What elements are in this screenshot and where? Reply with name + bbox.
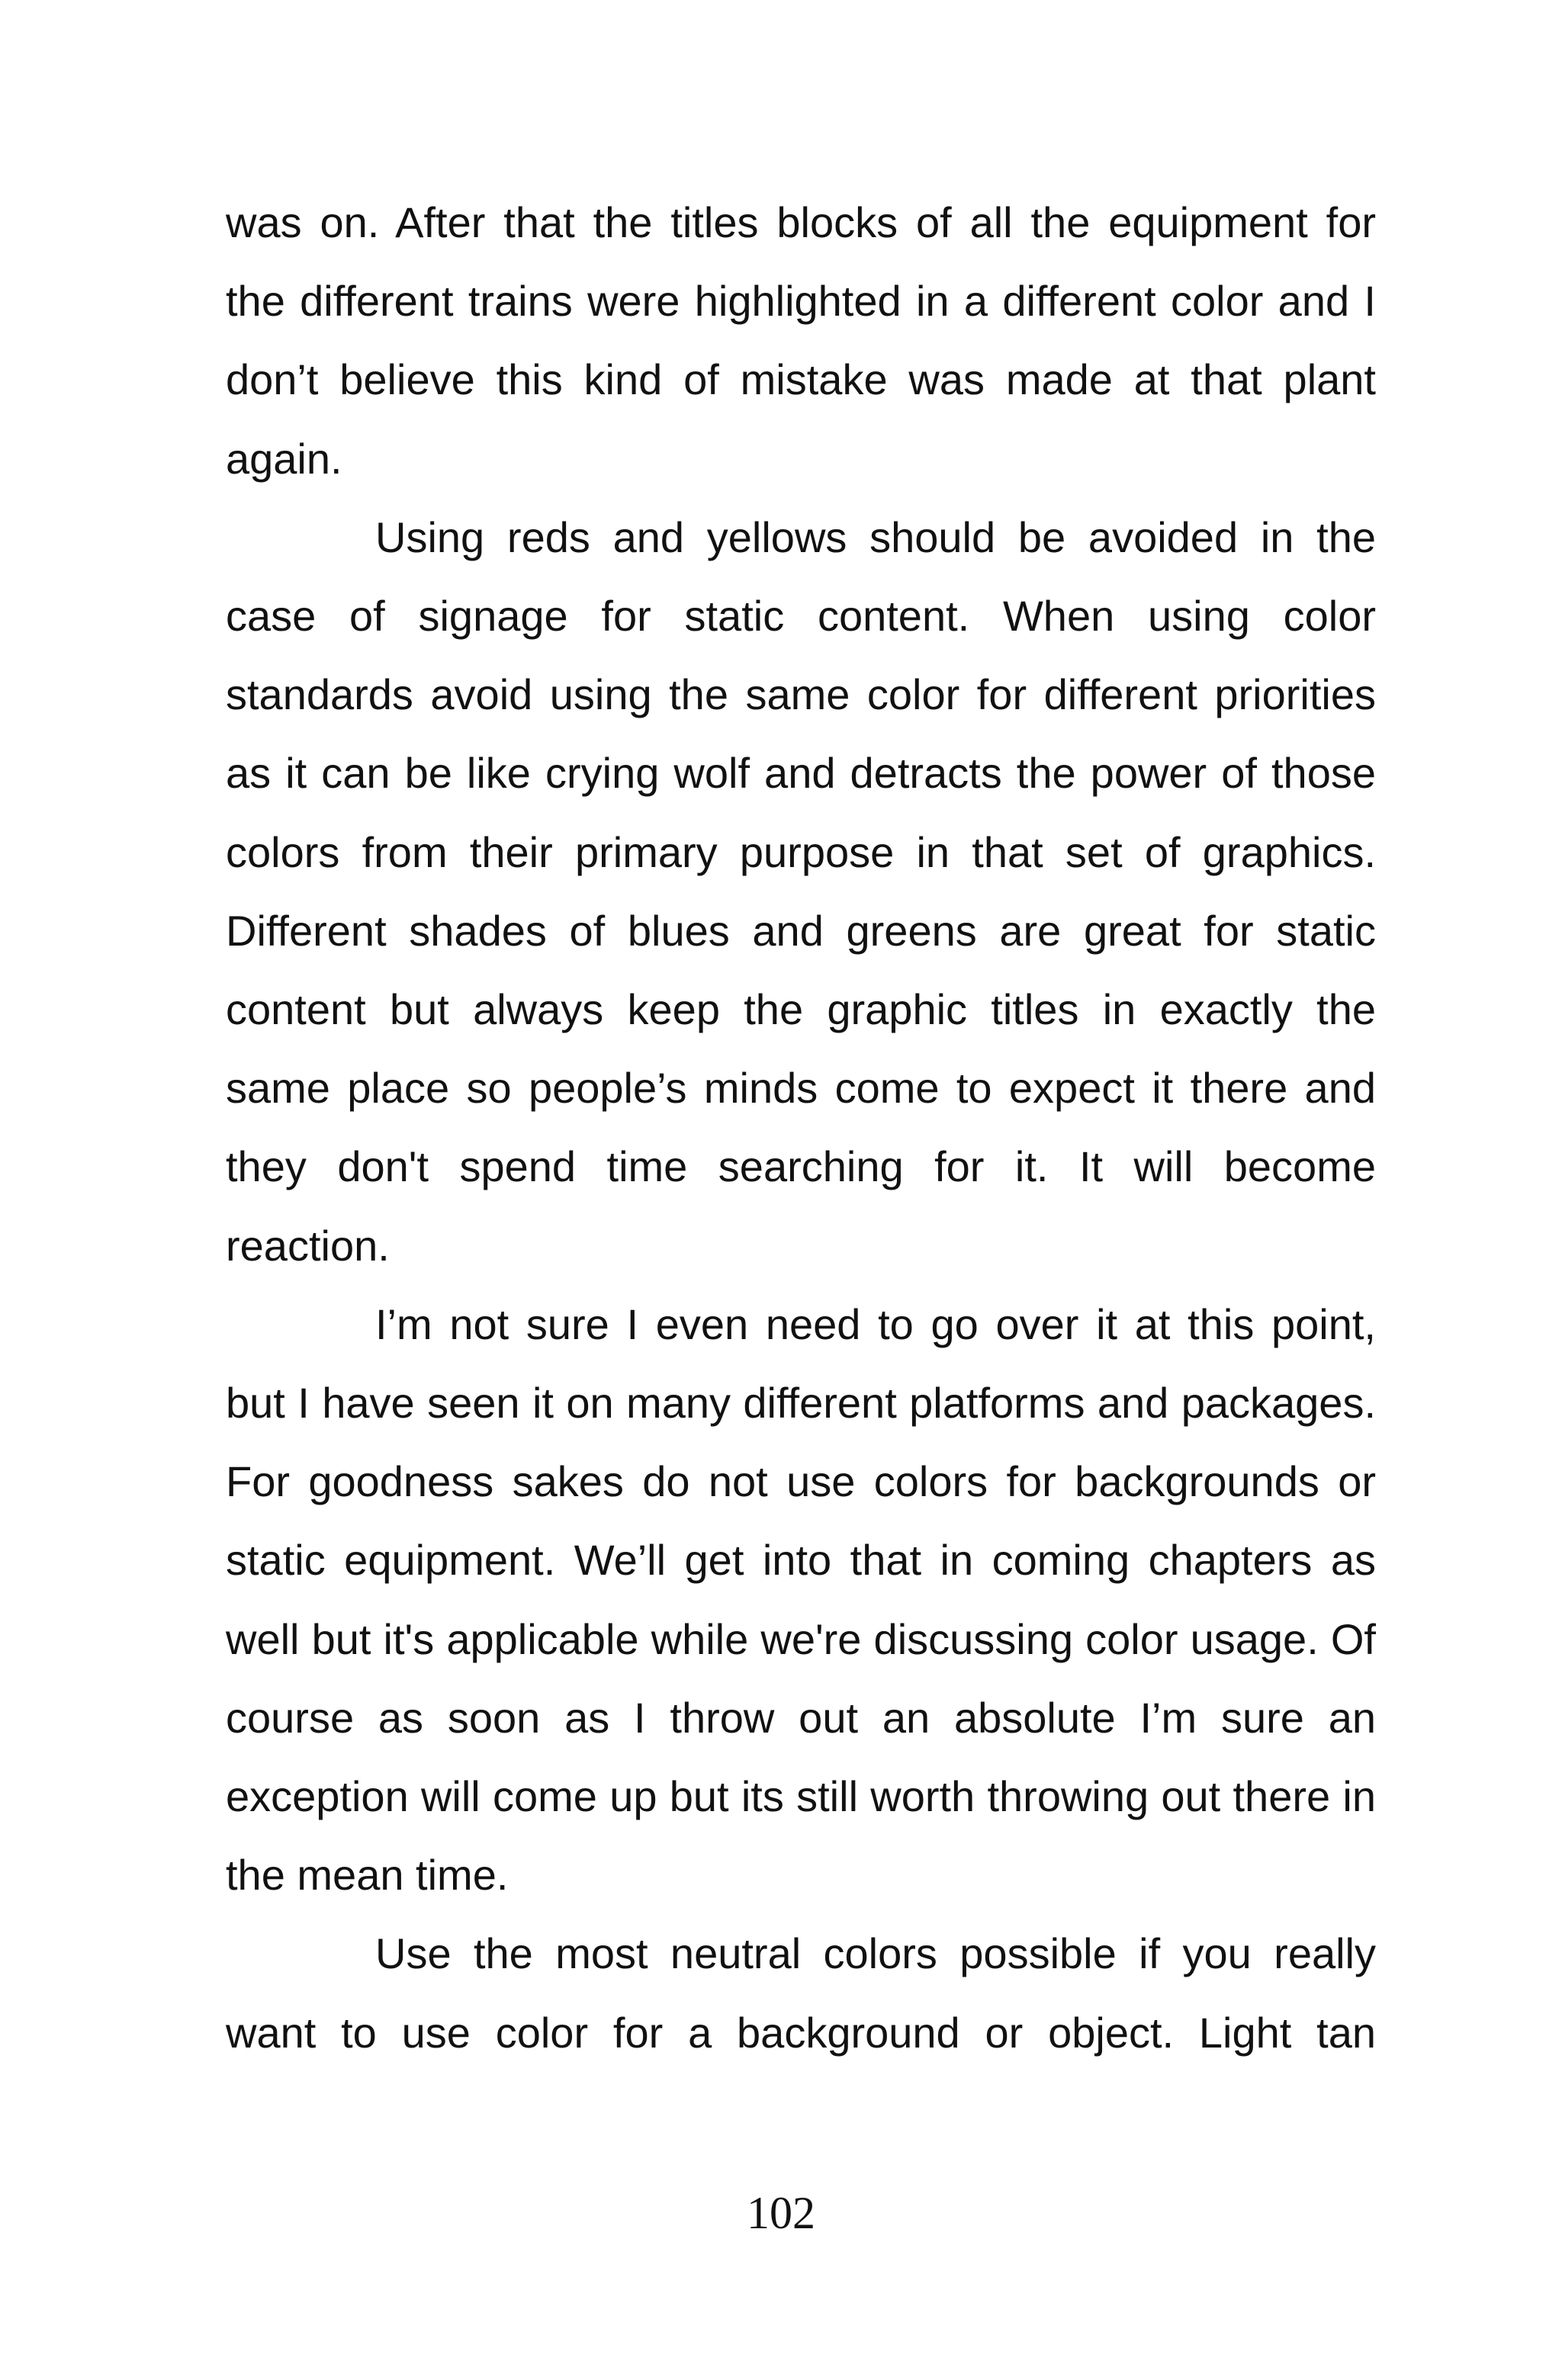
page-number: 102 xyxy=(747,2188,815,2238)
paragraph-1: was on. After that the titles blocks of all the equipment for the different trains were highlighted in a different color and I don’t believe this kind of mistake was made at that plant again. xyxy=(226,198,1376,483)
paragraph-4: Use the most neutral colors possible if you really want to use color for a background or object. Light tan xyxy=(226,1929,1376,2057)
paragraph-2: Using reds and yellows should be avoided in the case of signage for static content. When using color standards avoid using the same color for different priorities as it can be like crying wolf and detracts the power of those colors from their primary purpose in that set of graphics. Different shades of blues and greens are great for static content but always keep the graphic titles in exactly the same place so people’s minds come to expect it there and they don't spend time searching for it. It will become reaction. xyxy=(226,512,1376,1270)
paragraph-3: I’m not sure I even need to go over it at this point, but I have seen it on many different platforms and packages. For goodness sakes do not use colors for backgrounds or static equipment. We’ll get into that in coming chapters as well but it's applicable while we're discussing color usage. Of course as soon as I throw out an absolute I’m sure an exception will come up but its still worth throwing out there in the mean time. xyxy=(226,1299,1376,1900)
body-text xyxy=(226,183,1376,2072)
